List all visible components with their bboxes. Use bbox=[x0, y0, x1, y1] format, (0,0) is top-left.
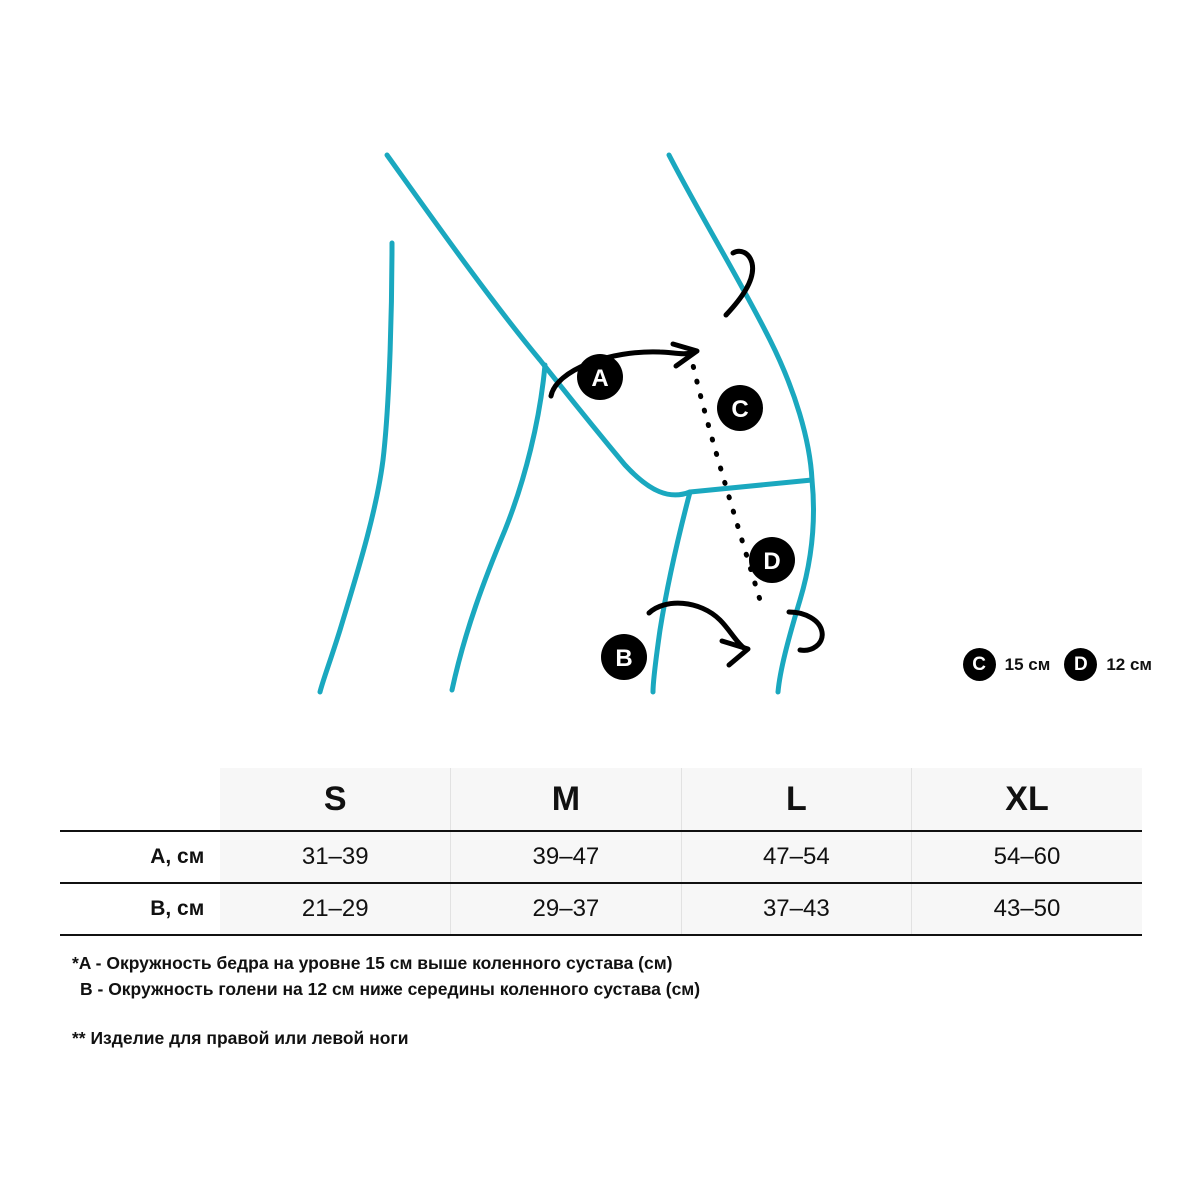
illustration-marker-c bbox=[717, 385, 763, 431]
table-col-m: M bbox=[451, 768, 681, 831]
illustration-marker-a bbox=[577, 354, 623, 400]
footnote-side: ** Изделие для правой или левой ноги bbox=[72, 1027, 409, 1048]
illustration-marker-d bbox=[749, 537, 795, 583]
cell-b-l: 37–43 bbox=[681, 883, 911, 935]
footnote-b: B - Окружность голени на 12 см ниже середины коленного сустава (см) bbox=[80, 979, 701, 1000]
cell-a-m: 39–47 bbox=[451, 831, 681, 883]
measurement-legend bbox=[963, 648, 1152, 681]
table-corner-cell bbox=[60, 768, 220, 831]
legend-c-value: 15 см bbox=[1004, 654, 1051, 674]
badge-c-icon: C bbox=[963, 648, 996, 681]
svg-text:B: B bbox=[615, 645, 633, 672]
hip-outline bbox=[669, 155, 812, 480]
legend-d-value: 12 см bbox=[1106, 654, 1152, 674]
cell-b-m: 29–37 bbox=[451, 883, 681, 935]
table-col-xl: XL bbox=[912, 768, 1142, 831]
size-table bbox=[60, 768, 1142, 936]
cell-a-l: 47–54 bbox=[681, 831, 911, 883]
calf-outer-outline bbox=[778, 480, 814, 692]
cell-b-xl: 43–50 bbox=[912, 883, 1142, 935]
legend-item-c bbox=[963, 648, 1051, 681]
cell-a-s: 31–39 bbox=[220, 831, 450, 883]
cell-b-s: 21–29 bbox=[220, 883, 450, 935]
knee-crease bbox=[690, 480, 812, 492]
table-header-row bbox=[60, 768, 1142, 831]
svg-text:D: D bbox=[763, 548, 781, 575]
svg-text:A: A bbox=[591, 365, 609, 392]
measure-arrow-a bbox=[551, 344, 697, 396]
footnotes bbox=[72, 950, 1132, 1051]
illustration-marker-b bbox=[601, 634, 647, 680]
table-row bbox=[60, 883, 1142, 935]
table-col-s: S bbox=[220, 768, 450, 831]
table-col-l: L bbox=[681, 768, 911, 831]
row-header-a: A, см bbox=[60, 831, 220, 883]
legend-item-d bbox=[1064, 648, 1152, 681]
front-leg-outline bbox=[452, 365, 545, 690]
cell-a-xl: 54–60 bbox=[912, 831, 1142, 883]
footnote-a: *A - Окружность бедра на уровне 15 см выше коленного сустава (см) bbox=[72, 953, 673, 973]
far-leg-back-outline bbox=[320, 243, 392, 692]
table-row bbox=[60, 831, 1142, 883]
measure-arrow-b bbox=[649, 603, 822, 665]
row-header-b: B, см bbox=[60, 883, 220, 935]
badge-d-icon: D bbox=[1064, 648, 1097, 681]
thigh-front-outline bbox=[387, 155, 690, 495]
svg-text:C: C bbox=[731, 396, 749, 423]
shin-inner-outline bbox=[653, 492, 690, 692]
